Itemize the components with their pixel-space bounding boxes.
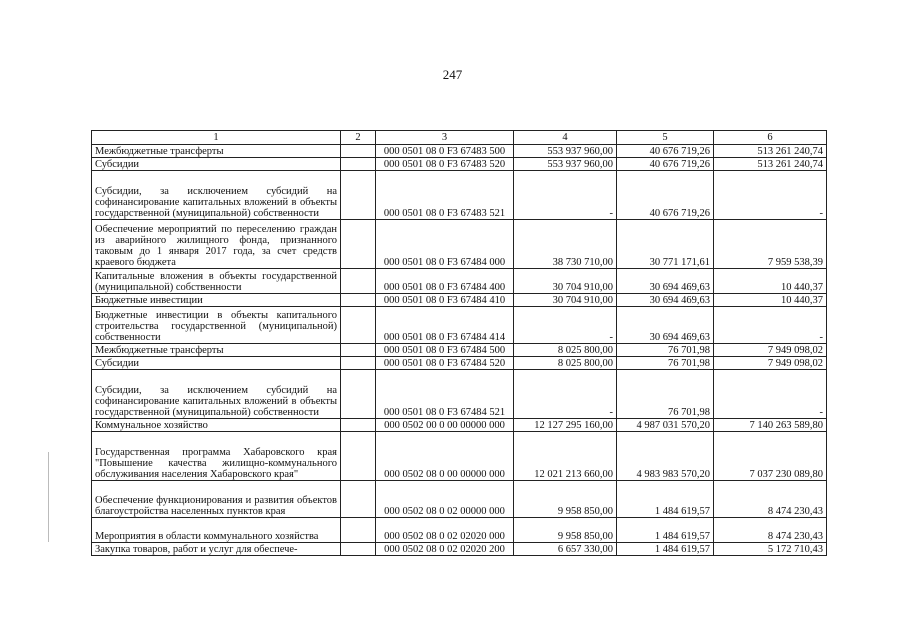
row-remaining-cell: 7 949 098,02 — [714, 344, 827, 357]
row-code-cell: 000 0501 08 0 F3 67484 000 — [376, 220, 514, 269]
row-code-cell: 000 0501 08 0 F3 67483 521 — [376, 171, 514, 220]
row-executed-cell: 1 484 619,57 — [617, 518, 714, 543]
row-empty-cell — [341, 294, 376, 307]
row-executed-cell: 40 676 719,26 — [617, 158, 714, 171]
row-approved-cell: 9 958 850,00 — [514, 481, 617, 518]
row-approved-cell: 30 704 910,00 — [514, 294, 617, 307]
row-empty-cell — [341, 158, 376, 171]
row-executed-cell: 30 694 469,63 — [617, 307, 714, 344]
row-code-cell: 000 0502 08 0 02 02020 200 — [376, 543, 514, 556]
row-empty-cell — [341, 344, 376, 357]
row-remaining-cell: 7 949 098,02 — [714, 357, 827, 370]
row-empty-cell — [341, 171, 376, 220]
row-executed-cell: 4 987 031 570,20 — [617, 419, 714, 432]
row-empty-cell — [341, 481, 376, 518]
row-remaining-cell: 10 440,37 — [714, 294, 827, 307]
table-row — [92, 344, 827, 357]
row-executed-cell: 40 676 719,26 — [617, 145, 714, 158]
row-name-cell: Межбюджетные трансферты — [92, 145, 341, 158]
page-number: 247 — [442, 67, 463, 82]
row-remaining-cell: 8 474 230,43 — [714, 518, 827, 543]
row-approved-cell: - — [514, 370, 617, 419]
row-name-cell: Обеспечение функционирования и развития объектов благоустройства населенных пунктов края — [92, 481, 341, 518]
table-row — [92, 370, 827, 419]
header-cell: 2 — [341, 131, 376, 145]
row-empty-cell — [341, 220, 376, 269]
table-row — [92, 518, 827, 543]
row-empty-cell — [341, 432, 376, 481]
row-code-cell: 000 0501 08 0 F3 67484 410 — [376, 294, 514, 307]
row-empty-cell — [341, 419, 376, 432]
table-row — [92, 158, 827, 171]
row-name-cell: Бюджетные инвестиции в объекты капитального строительства государственной (муниципальной) собственности — [92, 307, 341, 344]
row-name-cell: Бюджетные инвестиции — [92, 294, 341, 307]
row-approved-cell: 30 704 910,00 — [514, 269, 617, 294]
table-row — [92, 307, 827, 344]
row-name-cell: Капитальные вложения в объекты государственной (муниципальной) собственности — [92, 269, 341, 294]
row-code-cell: 000 0501 08 0 F3 67484 414 — [376, 307, 514, 344]
row-remaining-cell: - — [714, 171, 827, 220]
row-name-cell: Коммунальное хозяйство — [92, 419, 341, 432]
row-executed-cell: 1 484 619,57 — [617, 481, 714, 518]
row-executed-cell: 76 701,98 — [617, 370, 714, 419]
table-row — [92, 220, 827, 269]
row-approved-cell: 553 937 960,00 — [514, 158, 617, 171]
row-name-cell: Субсидии, за исключением субсидий на софинансирование капитальных вложений в объекты государственной (муниципальной) собственности — [92, 370, 341, 419]
row-executed-cell: 4 983 983 570,20 — [617, 432, 714, 481]
row-code-cell: 000 0501 08 0 F3 67483 500 — [376, 145, 514, 158]
row-name-cell: Межбюджетные трансферты — [92, 344, 341, 357]
row-approved-cell: 8 025 800,00 — [514, 344, 617, 357]
row-empty-cell — [341, 370, 376, 419]
row-empty-cell — [341, 269, 376, 294]
header-cell: 3 — [376, 131, 514, 145]
row-empty-cell — [341, 357, 376, 370]
row-executed-cell: 30 694 469,63 — [617, 294, 714, 307]
row-executed-cell: 1 484 619,57 — [617, 543, 714, 556]
row-code-cell: 000 0501 08 0 F3 67484 521 — [376, 370, 514, 419]
row-approved-cell: 38 730 710,00 — [514, 220, 617, 269]
table-row — [92, 357, 827, 370]
row-remaining-cell: 513 261 240,74 — [714, 158, 827, 171]
row-empty-cell — [341, 145, 376, 158]
row-remaining-cell: 7 037 230 089,80 — [714, 432, 827, 481]
header-cell: 4 — [514, 131, 617, 145]
row-approved-cell: 12 021 213 660,00 — [514, 432, 617, 481]
row-name-cell: Субсидии, за исключением субсидий на софинансирование капитальных вложений в объекты государственной (муниципальной) собственности — [92, 171, 341, 220]
row-approved-cell: 12 127 295 160,00 — [514, 419, 617, 432]
row-code-cell: 000 0502 08 0 02 02020 000 — [376, 518, 514, 543]
row-empty-cell — [341, 518, 376, 543]
row-remaining-cell: 7 959 538,39 — [714, 220, 827, 269]
row-remaining-cell: 8 474 230,43 — [714, 481, 827, 518]
header-cell: 1 — [92, 131, 341, 145]
row-approved-cell: 8 025 800,00 — [514, 357, 617, 370]
row-remaining-cell: 7 140 263 589,80 — [714, 419, 827, 432]
row-approved-cell: 9 958 850,00 — [514, 518, 617, 543]
row-approved-cell: - — [514, 307, 617, 344]
table-row — [92, 145, 827, 158]
margin-line — [48, 452, 49, 542]
row-executed-cell: 76 701,98 — [617, 344, 714, 357]
table-row — [92, 269, 827, 294]
row-remaining-cell: 10 440,37 — [714, 269, 827, 294]
row-empty-cell — [341, 307, 376, 344]
table-row — [92, 294, 827, 307]
header-cell: 6 — [714, 131, 827, 145]
header-cell: 5 — [617, 131, 714, 145]
table-row — [92, 432, 827, 481]
row-approved-cell: - — [514, 171, 617, 220]
row-code-cell: 000 0501 08 0 F3 67483 520 — [376, 158, 514, 171]
row-approved-cell: 553 937 960,00 — [514, 145, 617, 158]
row-name-cell: Субсидии — [92, 158, 341, 171]
row-name-cell: Мероприятия в области коммунального хозяйства — [92, 518, 341, 543]
row-executed-cell: 30 771 171,61 — [617, 220, 714, 269]
row-executed-cell: 40 676 719,26 — [617, 171, 714, 220]
row-code-cell: 000 0502 08 0 02 00000 000 — [376, 481, 514, 518]
row-empty-cell — [341, 543, 376, 556]
row-remaining-cell: - — [714, 370, 827, 419]
row-executed-cell: 76 701,98 — [617, 357, 714, 370]
row-code-cell: 000 0502 08 0 00 00000 000 — [376, 432, 514, 481]
row-code-cell: 000 0501 08 0 F3 67484 520 — [376, 357, 514, 370]
row-executed-cell: 30 694 469,63 — [617, 269, 714, 294]
table-row — [92, 171, 827, 220]
row-remaining-cell: 513 261 240,74 — [714, 145, 827, 158]
table-header-row — [92, 131, 827, 145]
row-name-cell: Обеспечение мероприятий по переселению граждан из аварийного жилищного фонда, признанного таковым до 1 января 2017 года, за счет средств краевого бюджета — [92, 220, 341, 269]
table-row — [92, 481, 827, 518]
row-remaining-cell: - — [714, 307, 827, 344]
row-code-cell: 000 0502 00 0 00 00000 000 — [376, 419, 514, 432]
row-code-cell: 000 0501 08 0 F3 67484 500 — [376, 344, 514, 357]
row-name-cell: Закупка товаров, работ и услуг для обеспече- — [92, 543, 341, 556]
row-name-cell: Государственная программа Хабаровского края "Повышение качества жилищно-коммунального обслуживания населения Хабаровского края" — [92, 432, 341, 481]
budget-table — [91, 130, 827, 556]
row-code-cell: 000 0501 08 0 F3 67484 400 — [376, 269, 514, 294]
row-remaining-cell: 5 172 710,43 — [714, 543, 827, 556]
table-row — [92, 543, 827, 556]
table-row — [92, 419, 827, 432]
row-name-cell: Субсидии — [92, 357, 341, 370]
row-approved-cell: 6 657 330,00 — [514, 543, 617, 556]
